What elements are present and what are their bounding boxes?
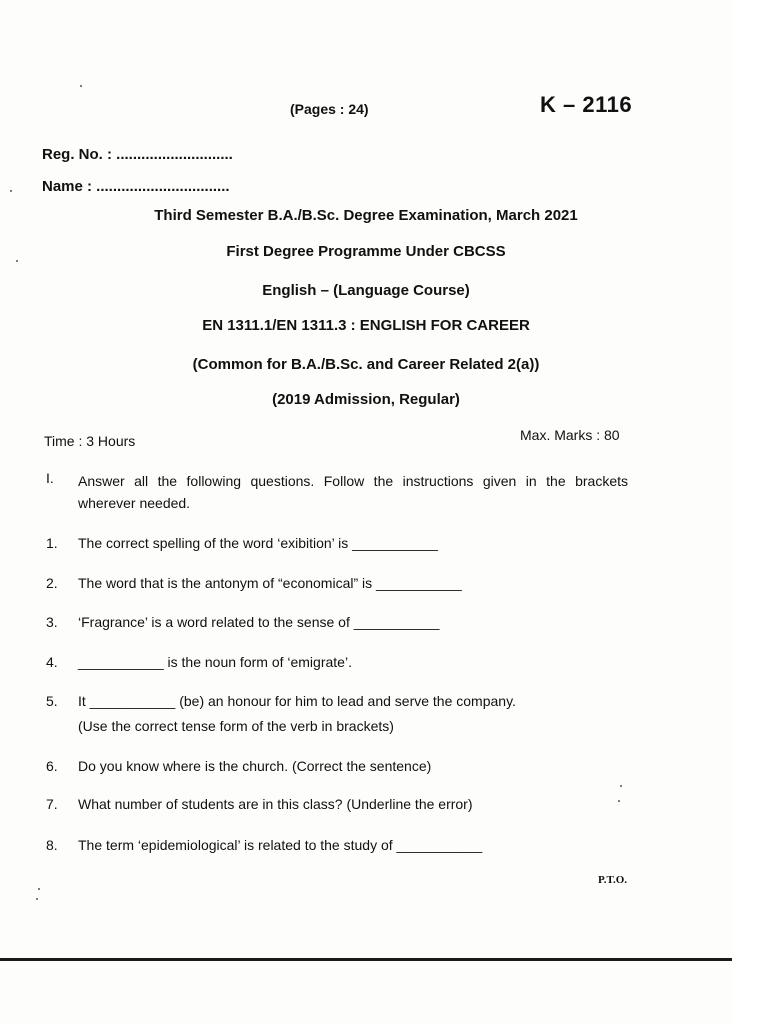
question-number: 4. xyxy=(46,654,58,670)
programme-title: First Degree Programme Under CBCSS xyxy=(226,243,506,260)
question-number: 7. xyxy=(46,796,58,812)
question-number: 3. xyxy=(46,614,58,630)
question-text: The word that is the antonym of “economical” is ___________ xyxy=(78,575,462,591)
scan-speck xyxy=(618,800,620,802)
section-number: I. xyxy=(46,470,54,486)
scan-speck xyxy=(620,785,622,787)
question-number: 8. xyxy=(46,837,58,853)
question-number: 1. xyxy=(46,535,58,551)
please-turn-over: P.T.O. xyxy=(598,874,628,886)
scan-speck xyxy=(10,190,12,192)
exam-title: Third Semester B.A./B.Sc. Degree Examination, March 2021 xyxy=(154,207,578,224)
name-field: Name : ................................ xyxy=(42,178,230,195)
question-text: ___________ is the noun form of ‘emigrate’. xyxy=(78,654,352,670)
page-count: (Pages : 24) xyxy=(290,101,369,117)
reg-no-field: Reg. No. : ............................ xyxy=(42,146,233,163)
page-bottom-edge xyxy=(0,958,732,961)
question-text: The correct spelling of the word ‘exibition’ is ___________ xyxy=(78,535,438,551)
question-text: ‘Fragrance’ is a word related to the sense of ___________ xyxy=(78,614,440,630)
question-text: The term ‘epidemiological’ is related to the study of ___________ xyxy=(78,837,483,853)
common-for-line: (Common for B.A./B.Sc. and Career Related 2(a)) xyxy=(192,356,540,373)
max-marks: Max. Marks : 80 xyxy=(520,427,620,443)
paper-code: K – 2116 xyxy=(540,92,633,117)
scan-margin xyxy=(732,0,768,1024)
question-text: What number of students are in this class? (Underline the error) xyxy=(78,796,473,812)
course-code-title: EN 1311.1/EN 1311.3 : ENGLISH FOR CAREER xyxy=(202,317,530,334)
question-number: 6. xyxy=(46,758,58,774)
question-text: Do you know where is the church. (Correct the sentence) xyxy=(78,758,432,774)
scan-speck xyxy=(36,898,38,900)
scan-speck xyxy=(80,85,82,87)
question-number: 2. xyxy=(46,575,58,591)
time-allowed: Time : 3 Hours xyxy=(44,433,136,449)
scan-speck xyxy=(38,888,40,890)
question-note-text: (Use the correct tense form of the verb in brackets) xyxy=(78,718,394,734)
subject-title: English – (Language Course) xyxy=(262,282,470,299)
scan-speck xyxy=(16,260,18,262)
question-text: It ___________ (be) an honour for him to lead and serve the company. xyxy=(78,693,516,709)
admission-line: (2019 Admission, Regular) xyxy=(272,391,460,408)
question-number: 5. xyxy=(46,693,58,709)
section-instruction-text: Answer all the following questions. Follow the instructions given in the brackets wherever needed. xyxy=(78,473,628,511)
